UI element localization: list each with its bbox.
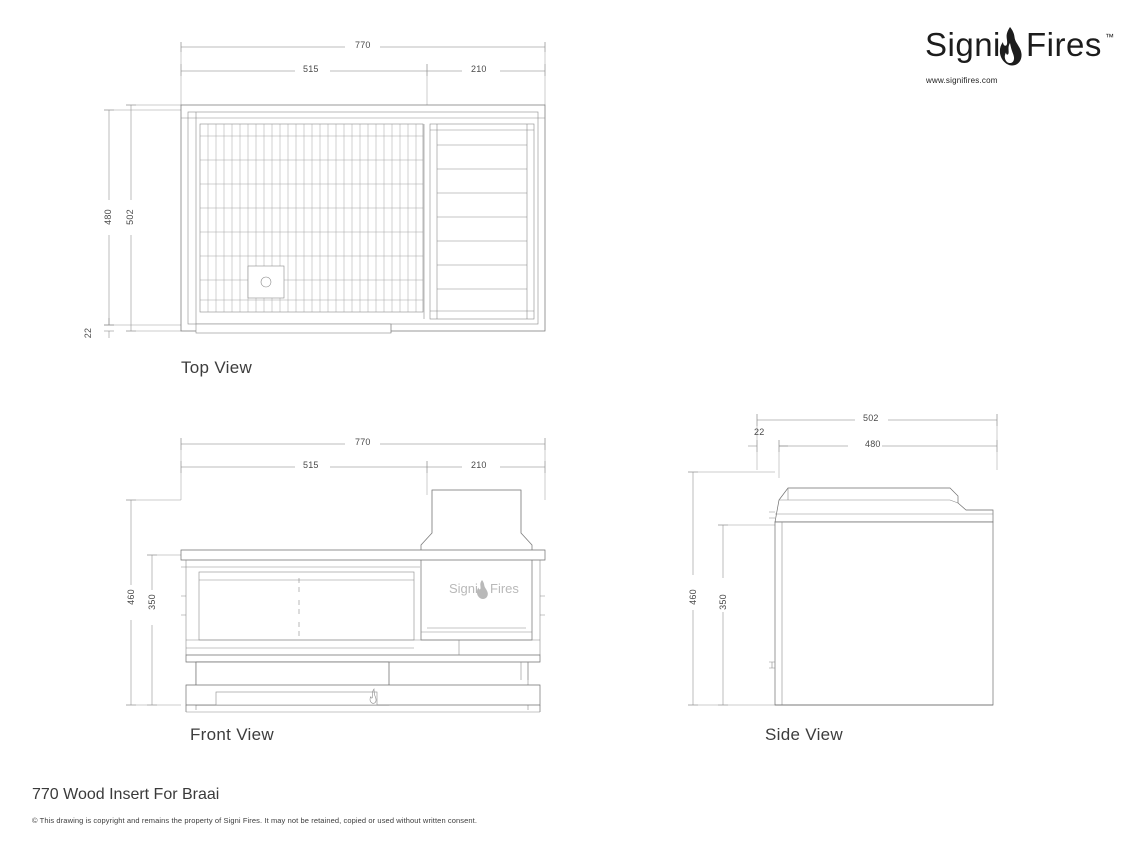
side-view-label: Side View <box>765 725 843 744</box>
watermark-text-right: Fires <box>490 581 519 596</box>
top-dim-overall-width: 770 <box>355 40 371 50</box>
logo-url: www.signifires.com <box>926 76 998 85</box>
top-view-drawing <box>0 0 620 400</box>
top-view-label: Top View <box>181 358 253 377</box>
top-dim-overall-depth: 502 <box>125 209 135 225</box>
top-dim-lip: 22 <box>83 327 93 339</box>
flame-icon <box>997 26 1023 70</box>
top-dim-inner-depth: 480 <box>103 209 113 225</box>
copyright-notice: © This drawing is copyright and remains the property of Signi Fires. It may not be retained, copied or used without written consent. <box>32 816 478 825</box>
logo-name-left: Signi <box>925 26 1001 63</box>
trademark-symbol: ™ <box>1105 32 1114 42</box>
logo-name-right: Fires <box>1026 26 1102 63</box>
side-dim-body-height: 350 <box>718 594 728 610</box>
side-dim-lip: 22 <box>754 427 765 437</box>
front-dim-overall-height: 460 <box>126 589 136 605</box>
watermark-text-left: Signi <box>449 581 478 596</box>
drawing-title: 770 Wood Insert For Braai <box>32 786 220 803</box>
side-view-drawing <box>620 400 1144 840</box>
side-dim-overall-height: 460 <box>688 589 698 605</box>
front-view-drawing <box>0 400 620 840</box>
side-view <box>620 400 1144 840</box>
front-dim-body-height: 350 <box>147 594 157 610</box>
top-dim-wood-width: 210 <box>471 64 487 74</box>
top-dim-grill-width: 515 <box>303 64 319 74</box>
front-dim-grill-width: 515 <box>303 460 319 470</box>
front-dim-overall-width: 770 <box>355 437 371 447</box>
logo <box>925 26 1120 85</box>
front-view-label: Front View <box>190 725 274 744</box>
side-dim-overall-depth: 502 <box>863 413 879 423</box>
front-view <box>0 400 620 840</box>
top-view <box>0 0 620 400</box>
side-dim-inner-depth: 480 <box>865 439 881 449</box>
front-view-watermark-logo <box>449 578 529 598</box>
front-dim-wood-width: 210 <box>471 460 487 470</box>
